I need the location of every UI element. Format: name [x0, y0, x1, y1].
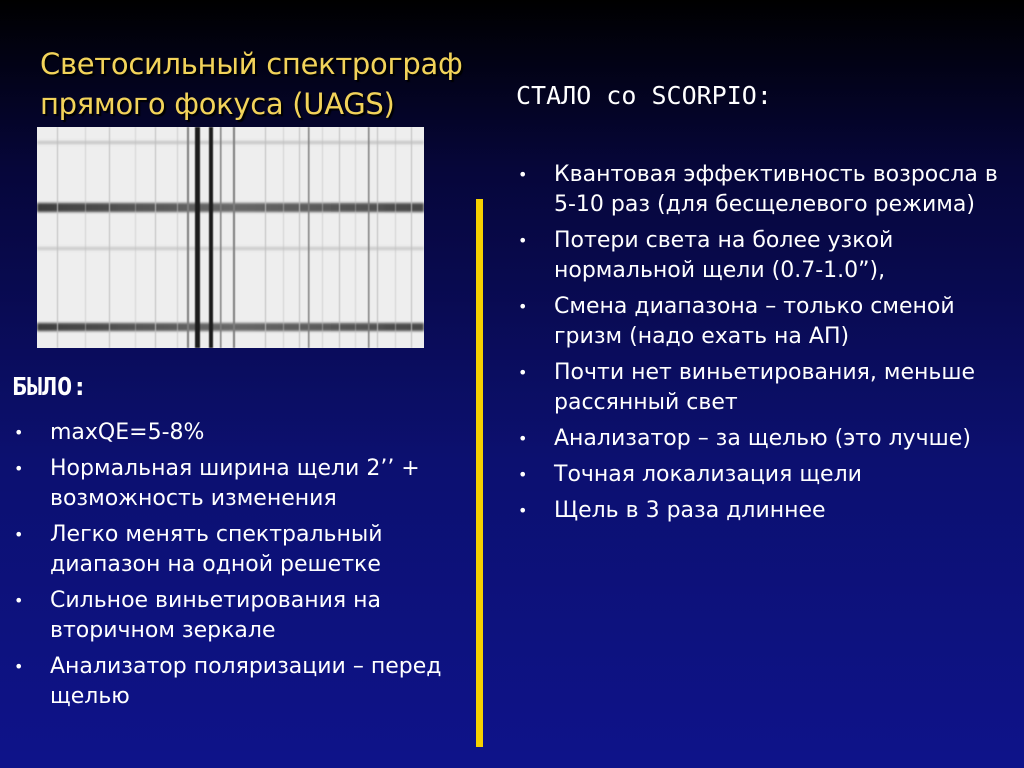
after-heading: СТАЛО со SCORPIO:	[516, 81, 772, 110]
after-item	[518, 424, 998, 454]
bullet-icon: •	[518, 465, 528, 484]
after-item	[518, 496, 998, 526]
before-item	[14, 454, 469, 514]
before-item-text: Сильное виньетирования на вторичном зеркале	[50, 588, 381, 643]
bullet-icon: •	[518, 501, 528, 520]
bullet-icon: •	[14, 591, 24, 610]
bullet-icon: •	[14, 525, 24, 544]
after-item	[518, 292, 998, 352]
bullet-icon: •	[14, 657, 24, 676]
bullet-icon: •	[518, 429, 528, 448]
bullet-icon: •	[518, 165, 528, 184]
spectrum-graphic	[37, 127, 424, 348]
slide-title-line-2: прямого фокуса (UAGS)	[40, 87, 395, 121]
before-item	[14, 418, 469, 448]
before-list	[14, 418, 469, 718]
after-item	[518, 460, 998, 490]
vertical-divider	[476, 199, 483, 747]
after-item-text: Щель в 3 раза длиннее	[554, 498, 826, 523]
after-item-text: Потери света на более узкой нормальной щели (0.7-1.0”),	[554, 228, 894, 283]
before-item-text: maxQE=5-8%	[50, 420, 205, 445]
spectrum-image	[37, 127, 424, 348]
before-item	[14, 652, 469, 712]
before-item	[14, 520, 469, 580]
before-heading: БЫЛО:	[12, 372, 88, 401]
bullet-icon: •	[518, 363, 528, 382]
before-item	[14, 586, 469, 646]
bullet-icon: •	[14, 459, 24, 478]
bullet-icon: •	[518, 297, 528, 316]
after-item-text: Смена диапазона – только сменой гризм (надо ехать на АП)	[554, 294, 955, 349]
after-list	[518, 160, 998, 532]
bullet-icon: •	[14, 423, 24, 442]
before-item-text: Нормальная ширина щели 2’’ + возможность изменения	[50, 456, 420, 511]
after-item	[518, 160, 998, 220]
after-item-text: Квантовая эффективность возросла в 5-10 раз (для бесщелевого режима)	[554, 162, 998, 217]
bullet-icon: •	[518, 231, 528, 250]
after-item-text: Почти нет виньетирования, меньше рассянный свет	[554, 360, 976, 415]
slide-title-line-1: Светосильный спектрограф	[40, 47, 463, 81]
after-item	[518, 358, 998, 418]
after-item	[518, 226, 998, 286]
before-item-text: Легко менять спектральный диапазон на одной решетке	[50, 522, 383, 577]
before-item-text: Анализатор поляризации – перед щелью	[50, 654, 442, 709]
after-item-text: Анализатор – за щелью (это лучше)	[554, 426, 971, 451]
slide-title	[40, 44, 510, 124]
after-item-text: Точная локализация щели	[554, 462, 862, 487]
